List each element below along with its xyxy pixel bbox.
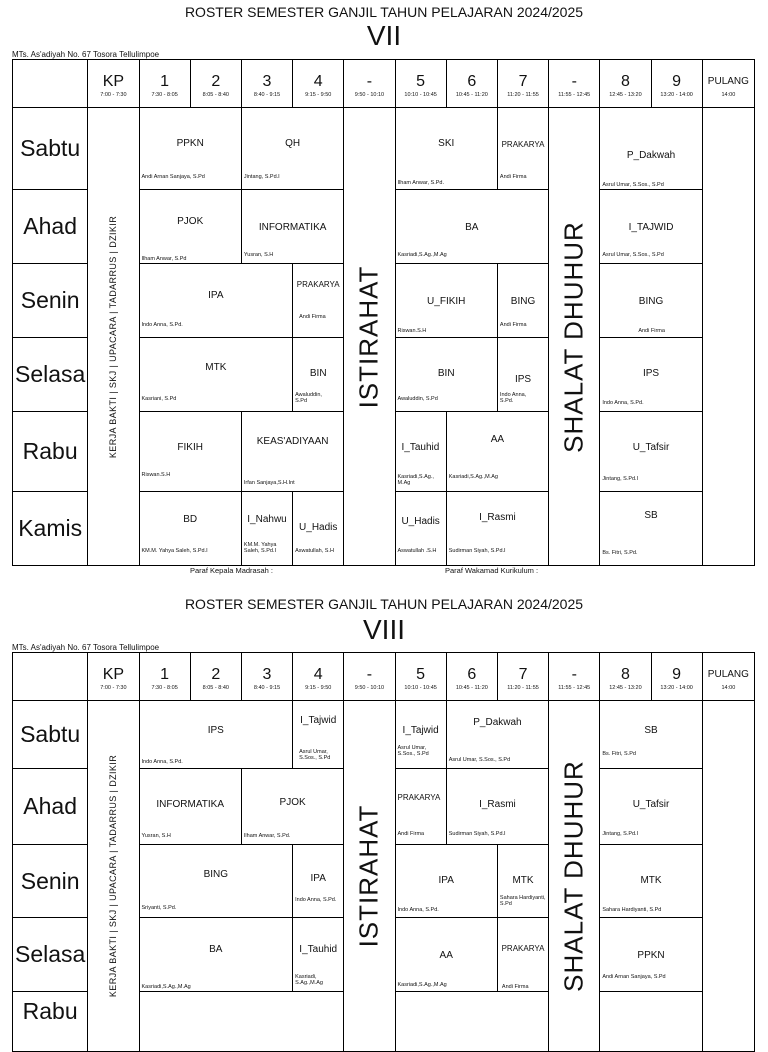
schedule-cell: IPA Indo Anna, S.Pd.: [293, 845, 344, 918]
header-period-3: 3 8:40 - 9:15: [241, 653, 292, 701]
schedule-cell: PJOK Ilham Anwar, S.Pd: [139, 190, 241, 264]
istirahat-column: ISTIRAHAT: [344, 108, 395, 566]
schedule-cell: PRAKARYA Andi Firma: [293, 264, 344, 338]
day-label: Rabu: [13, 412, 88, 492]
schedule-cell: U_Tafsir Jintang, S.Pd.I: [600, 412, 702, 492]
day-label: Selasa: [13, 338, 88, 412]
header-period-4: 4 9:15 - 9:50: [293, 653, 344, 701]
header-period-6: 6 10:45 - 11:20: [446, 653, 497, 701]
schedule-cell: BD KM.M. Yahya Saleh, S.Pd.I: [139, 492, 241, 566]
day-label: Senin: [13, 845, 88, 918]
schedule-cell: IPS Indo Anna, S.Pd.: [497, 338, 548, 412]
schedule-cell: PRAKARYA Andi Firma: [395, 769, 446, 845]
school-name-vii: MTs. As'adiyah No. 67 Tosora Tellulimpoe: [12, 50, 160, 59]
header-period-8: 8 12:45 - 13:20: [600, 60, 651, 108]
schedule-cell: I_Rasmi Sudirman Siyah, S.Pd.I: [446, 492, 548, 566]
roster-title-viii: ROSTER SEMESTER GANJIL TAHUN PELAJARAN 2024/2025: [184, 596, 584, 612]
header-period-6: 6 10:45 - 11:20: [446, 60, 497, 108]
schedule-cell: FIKIH Riswan.S.H: [139, 412, 241, 492]
header-break-2: - 11:55 - 12:45: [549, 653, 600, 701]
schedule-cell: I_Tauhid Kasriadi,S.Ag., M.Ag: [395, 412, 446, 492]
schedule-cell: U_Tafsir Jintang, S.Pd.I: [600, 769, 702, 845]
schedule-cell: I_Tauhid Kasriadi, S.Ag.,M.Ag: [293, 918, 344, 992]
schedule-cell: I_Rasmi Sudirman Siyah, S.Pd.I: [446, 769, 548, 845]
schedule-cell: AA Kasriadi,S.Ag.,M.Ag: [446, 412, 548, 492]
schedule-cell: U_Hadis Aswatullah .S.H: [395, 492, 446, 566]
schedule-cell: KEAS'ADIYAAN Irfan Sanjaya,S.H.Int: [241, 412, 343, 492]
header-kp: KP 7:00 - 7:30: [88, 60, 139, 108]
shalat-column: SHALAT DHUHUR: [549, 108, 600, 566]
schedule-cell: PJOK Ilham Anwar, S.Pd.: [241, 769, 343, 845]
signature-wakamad: Paraf Wakamad Kurikulum :: [445, 566, 539, 575]
schedule-cell: U_Hadis Aswatullah, S.H: [293, 492, 344, 566]
header-break-1: - 9:50 - 10:10: [344, 60, 395, 108]
schedule-cell: AA Kasriadi,S.Ag.,M.Ag: [395, 918, 497, 992]
schedule-cell: MTK Kasriani, S.Pd: [139, 338, 293, 412]
day-label: Ahad: [13, 190, 88, 264]
schedule-cell: BING Andi Firma: [497, 264, 548, 338]
pulang-column: [702, 108, 754, 566]
header-period-1: 1 7:30 - 8:05: [139, 60, 190, 108]
schedule-cell: IPA Indo Anna, S.Pd.: [139, 264, 293, 338]
schedule-cell: BIN Awaluddin, S.Pd: [293, 338, 344, 412]
grade-label-vii: VII: [366, 20, 402, 51]
schedule-cell: [395, 992, 549, 1052]
signature-head: Paraf Kepala Madrasah :: [190, 566, 273, 575]
schedule-cell: MTK Sahara Hardiyanti, S.Pd: [497, 845, 548, 918]
schedule-cell: I_Nahwu KM.M. Yahya Saleh, S.Pd.I: [241, 492, 292, 566]
grade-label-viii: VIII: [362, 614, 405, 645]
schedule-cell: PRAKARYA Andi Firma: [497, 918, 548, 992]
schedule-cell: IPS Indo Anna, S.Pd.: [600, 338, 702, 412]
header-period-7: 7 11:20 - 11:55: [497, 60, 548, 108]
schedule-cell: INFORMATIKA Yusran, S.H: [139, 769, 241, 845]
schedule-cell: BIN Awaluddin, S.Pd: [395, 338, 497, 412]
schedule-cell: PPKN Andi Arnan Sanjaya, S.Pd: [600, 918, 702, 992]
corner-cell: [13, 653, 88, 701]
corner-cell: [13, 60, 88, 108]
header-kp: KP 7:00 - 7:30: [88, 653, 139, 701]
header-period-8: 8 12:45 - 13:20: [600, 653, 651, 701]
istirahat-column: ISTIRAHAT: [344, 701, 395, 1052]
schedule-cell: P_Dakwah Asrul Umar, S.Sos., S.Pd: [600, 108, 702, 190]
schedule-cell: MTK Sahara Hardiyanti, S.Pd: [600, 845, 702, 918]
schedule-cell: BA Kasriadi,S.Ag.,M.Ag: [395, 190, 549, 264]
schedule-cell: SB Bs. Fitri, S.Pd.: [600, 492, 702, 566]
shalat-column: SHALAT DHUHUR: [549, 701, 600, 1052]
roster-table-vii: [12, 59, 755, 566]
header-period-9: 9 13:20 - 14:00: [651, 60, 702, 108]
header-break-2: - 11:55 - 12:45: [549, 60, 600, 108]
kp-column: KERJA BAKTI | SKJ | UPACARA | TADARRUS | DZIKIR: [88, 108, 139, 566]
roster-title-vii: ROSTER SEMESTER GANJIL TAHUN PELAJARAN 2024/2025: [184, 4, 584, 20]
header-period-5: 5 10:10 - 10:45: [395, 60, 446, 108]
schedule-cell: U_FIKIH Riswan.S.H: [395, 264, 497, 338]
pulang-column: [702, 701, 754, 1052]
day-label: Ahad: [13, 769, 88, 845]
school-name-viii: MTs. As'adiyah No. 67 Tosora Tellulimpoe: [12, 643, 160, 652]
schedule-cell: I_Tajwid Asrul Umar, S.Sos., S.Pd: [395, 701, 446, 769]
day-label: Selasa: [13, 918, 88, 992]
schedule-cell: BA Kasriadi,S.Ag.,M.Ag: [139, 918, 293, 992]
day-label: Kamis: [13, 492, 88, 566]
header-pulang: PULANG 14:00: [702, 653, 754, 701]
schedule-cell: I_TAJWID Asrul Umar, S.Sos., S.Pd: [600, 190, 702, 264]
schedule-cell: IPA Indo Anna, S.Pd.: [395, 845, 497, 918]
schedule-cell: SB Bs. Fitri, S.Pd: [600, 701, 702, 769]
schedule-cell: [600, 992, 702, 1052]
schedule-cell: QH Jintang, S.Pd.I: [241, 108, 343, 190]
roster-table-viii: [12, 652, 755, 1052]
schedule-cell: [139, 992, 344, 1052]
header-period-9: 9 13:20 - 14:00: [651, 653, 702, 701]
schedule-cell: PPKN Andi Arnan Sanjaya, S.Pd: [139, 108, 241, 190]
day-label: Senin: [13, 264, 88, 338]
schedule-cell: I_Tajwid Asrul Umar, S.Sos., S.Pd: [293, 701, 344, 769]
day-label: Rabu: [13, 992, 88, 1052]
header-period-2: 2 8:05 - 8:40: [190, 653, 241, 701]
day-label: Sabtu: [13, 108, 88, 190]
header-period-1: 1 7:30 - 8:05: [139, 653, 190, 701]
schedule-cell: IPS Indo Anna, S.Pd.: [139, 701, 293, 769]
schedule-cell: BING Andi Firma: [600, 264, 702, 338]
header-period-2: 2 8:05 - 8:40: [190, 60, 241, 108]
header-pulang: PULANG 14:00: [702, 60, 754, 108]
header-period-3: 3 8:40 - 9:15: [241, 60, 292, 108]
header-period-5: 5 10:10 - 10:45: [395, 653, 446, 701]
kp-column: KERJA BAKTI | SKJ | UPACARA | TADARRUS | DZIKIR: [88, 701, 139, 1052]
day-label: Sabtu: [13, 701, 88, 769]
schedule-cell: SKI Ilham Anwar, S.Pd.: [395, 108, 497, 190]
header-break-1: - 9:50 - 10:10: [344, 653, 395, 701]
header-period-7: 7 11:20 - 11:55: [497, 653, 548, 701]
header-period-4: 4 9:15 - 9:50: [293, 60, 344, 108]
schedule-cell: BING Sriyanti, S.Pd.: [139, 845, 293, 918]
schedule-cell: PRAKARYA Andi Firma: [497, 108, 548, 190]
schedule-cell: INFORMATIKA Yusran, S.H: [241, 190, 343, 264]
schedule-cell: P_Dakwah Asrul Umar, S.Sos., S.Pd: [446, 701, 548, 769]
